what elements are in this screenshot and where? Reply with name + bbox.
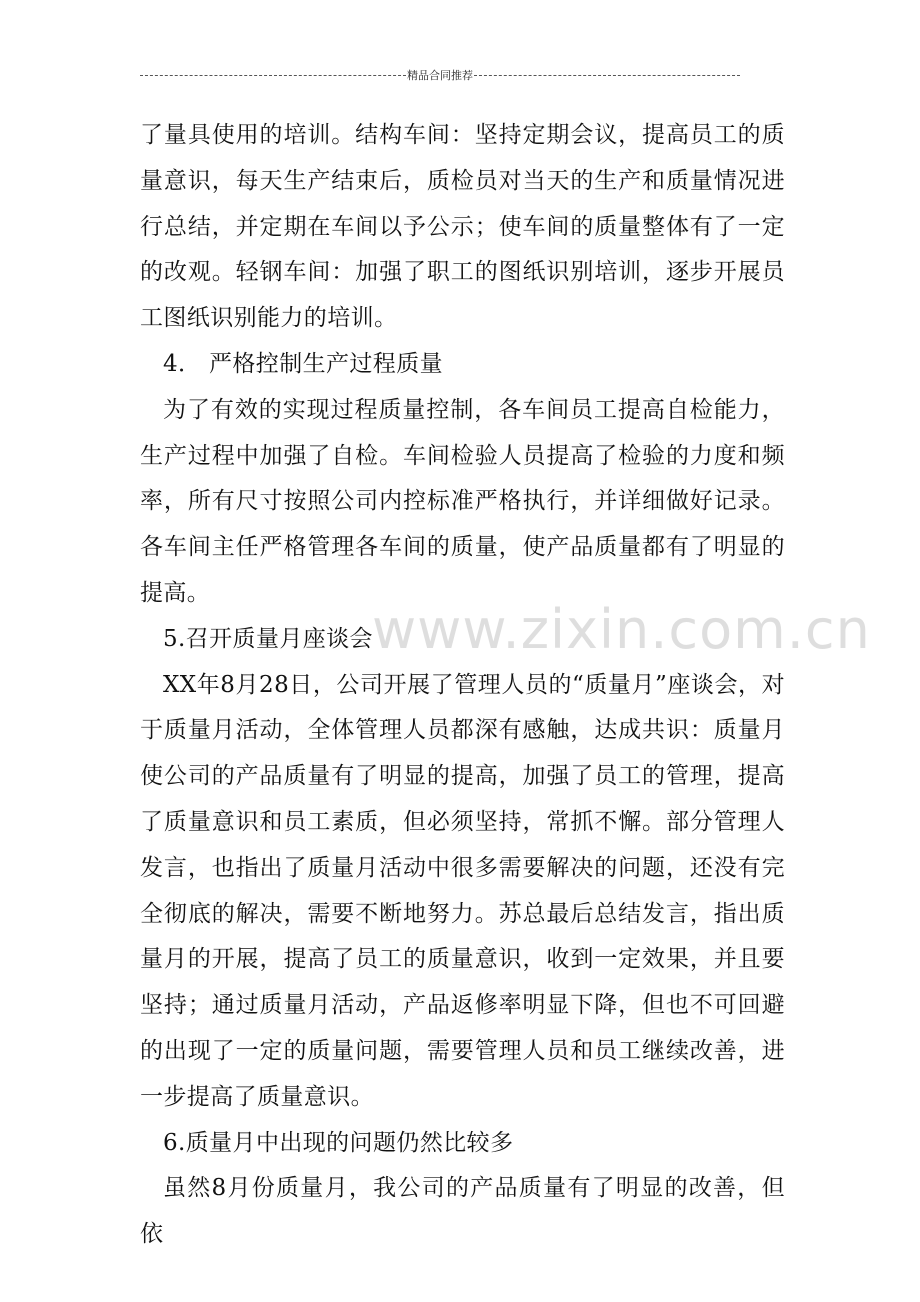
section-heading-5: 5.召开质量月座谈会 <box>163 625 373 652</box>
paragraph-symposium: XX年8月28日，公司开展了管理人员的“质量月”座谈会，对于质量月活动，全体管理人员都深有感触，达成共识：质量月使公司的产品质量有了明显的提高，加强了员工的管理，提高了质量意识和员工素质，但必须坚持，常抓不懈。部分管理人发言，也指出了质量月活动中很多需要解决的问题，还没有完全彻底的解决，需要不断地努力。苏总最后总结发言，指出质量月的开展，提高了员工的质量意识，收到一定效果，并且要坚持；通过质量月活动，产品返修率明显下降，但也不可回避的出现了一定的质量问题，需要管理人员和员工继续改善，进一步提高了质量意识。 <box>140 671 785 1110</box>
header-dashes-left <box>140 75 406 76</box>
document-body <box>140 113 785 1258</box>
page-header <box>140 66 740 84</box>
watermark: www.zixin.com.cn <box>372 598 871 661</box>
paragraph-problems: 虽然8月份质量月，我公司的产品质量有了明显的改善，但依 <box>140 1175 785 1248</box>
section-heading-4 <box>140 342 785 388</box>
header-dashes-right <box>474 75 740 76</box>
header-label: 精品合同推荐 <box>407 69 473 82</box>
section-number-4: 4． <box>163 350 202 377</box>
section-heading-6: 6.质量月中出现的问题仍然比较多 <box>163 1129 514 1156</box>
paragraph-process-quality: 为了有效的实现过程质量控制，各车间员工提高自检能力，生产过程中加强了自检。车间检验人员提高了检验的力度和频率，所有尺寸按照公司内控标准严格执行，并详细做好记录。各车间主任严格管理各车间的质量，使产品质量都有了明显的提高。 <box>140 396 785 606</box>
section-title-4: 严格控制生产过程质量 <box>209 350 443 377</box>
paragraph-workshop-training: 了量具使用的培训。结构车间：坚持定期会议，提高员工的质量意识，每天生产结束后，质检员对当天的生产和质量情况进行总结，并定期在车间以予公示；使车间的质量整体有了一定的改观。轻钢车间：加强了职工的图纸识别培训，逐步开展员工图纸识别能力的培训。 <box>140 122 785 332</box>
